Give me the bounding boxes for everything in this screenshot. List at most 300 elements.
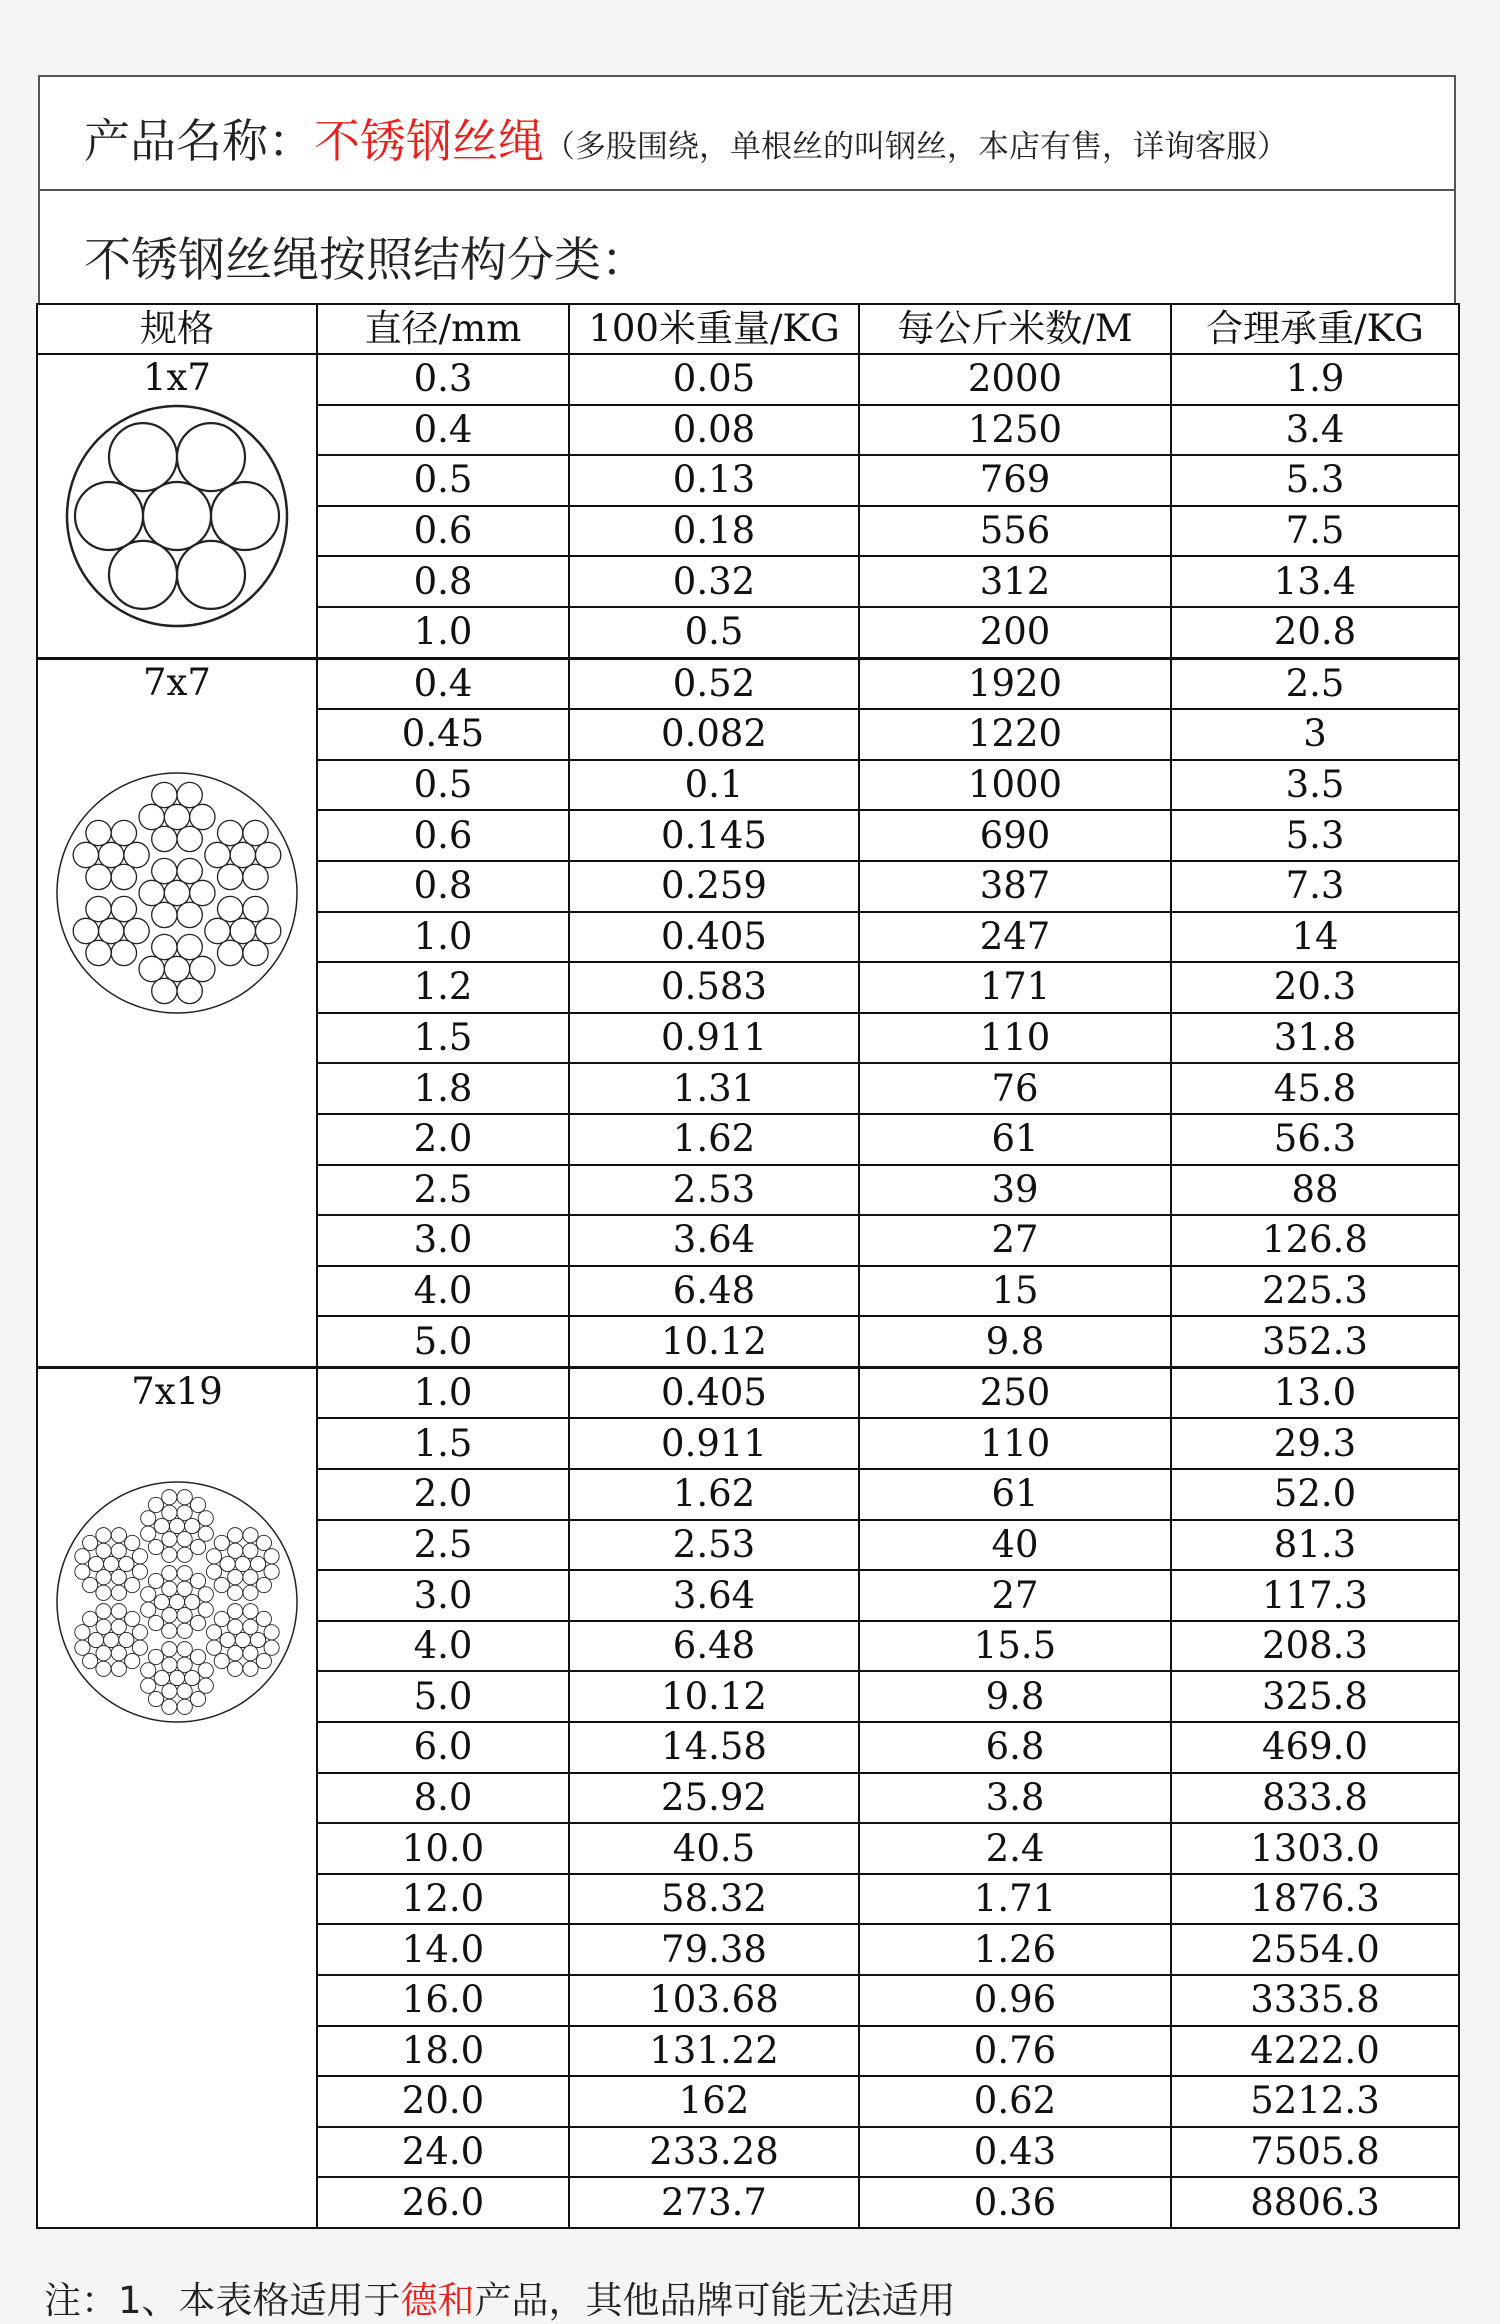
wire [177, 1607, 192, 1622]
diameter-cell: 2.5 [317, 1165, 569, 1216]
diameter-cell: 1.8 [317, 1063, 569, 1114]
meters-per-kg-cell: 387 [859, 861, 1171, 912]
wire [148, 1539, 163, 1554]
wire [111, 1543, 126, 1558]
meters-per-kg-cell: 3.8 [859, 1773, 1171, 1824]
wire [205, 918, 230, 943]
wire [177, 1581, 192, 1596]
wire [162, 1505, 177, 1520]
wire [256, 1535, 271, 1550]
category-title: 不锈钢丝绳按照结构分类： [84, 233, 648, 288]
diameter-cell: 3.0 [317, 1570, 569, 1621]
wire [111, 1603, 126, 1618]
meters-per-kg-cell: 39 [859, 1165, 1171, 1216]
meters-per-kg-cell: 1.71 [859, 1874, 1171, 1925]
wire [243, 1569, 258, 1584]
wire [169, 1518, 184, 1533]
wire [111, 1645, 126, 1660]
meters-per-kg-cell: 15 [859, 1266, 1171, 1317]
weight-cell: 162 [569, 2076, 859, 2127]
diameter-cell: 0.45 [317, 709, 569, 760]
wire [228, 1603, 243, 1618]
wire [220, 1632, 235, 1647]
wire [177, 423, 245, 491]
wire [132, 1640, 147, 1655]
diameter-cell: 0.6 [317, 506, 569, 557]
wire [162, 1547, 177, 1562]
weight-cell: 0.08 [569, 405, 859, 456]
meters-per-kg-cell: 200 [859, 607, 1171, 658]
weight-cell: 79.38 [569, 1924, 859, 1975]
meters-per-kg-cell: 1.26 [859, 1924, 1171, 1975]
wire [198, 1511, 213, 1526]
note-prefix: 注：1、本表格适用于 [44, 2279, 401, 2322]
wire [228, 1569, 243, 1584]
header-spec: 规格 [37, 304, 317, 354]
wire [96, 1603, 111, 1618]
load-cell: 56.3 [1171, 1114, 1459, 1165]
wire [185, 1670, 200, 1685]
wire [139, 804, 164, 829]
wire [228, 1619, 243, 1634]
wire [141, 1602, 156, 1617]
header-diameter: 直径/mm [317, 304, 569, 354]
weight-cell: 10.12 [569, 1316, 859, 1367]
wire [217, 864, 242, 889]
meters-per-kg-cell: 171 [859, 962, 1171, 1013]
load-cell: 1303.0 [1171, 1823, 1459, 1874]
weight-cell: 103.68 [569, 1975, 859, 2026]
wire [190, 1573, 205, 1588]
wire [162, 1683, 177, 1698]
load-cell: 5.3 [1171, 810, 1459, 861]
weight-cell: 14.58 [569, 1722, 859, 1773]
diameter-cell: 1.5 [317, 1418, 569, 1469]
wire [104, 1556, 119, 1571]
load-cell: 225.3 [1171, 1266, 1459, 1317]
meters-per-kg-cell: 1220 [859, 709, 1171, 760]
wire [190, 880, 215, 905]
wire [214, 1611, 229, 1626]
wire [75, 1549, 90, 1564]
meters-per-kg-cell: 690 [859, 810, 1171, 861]
wire [96, 1619, 111, 1634]
meters-per-kg-cell: 1250 [859, 405, 1171, 456]
load-cell: 81.3 [1171, 1520, 1459, 1571]
weight-cell: 233.28 [569, 2127, 859, 2178]
wire [148, 1691, 163, 1706]
wire [152, 978, 177, 1003]
diameter-cell: 0.6 [317, 810, 569, 861]
load-cell: 469.0 [1171, 1722, 1459, 1773]
wire [73, 842, 98, 867]
wire [88, 1556, 103, 1571]
weight-cell: 0.13 [569, 455, 859, 506]
wire [243, 1645, 258, 1660]
wire [125, 1611, 140, 1626]
wire [243, 940, 268, 965]
wire [88, 1632, 103, 1647]
wire [177, 1505, 192, 1520]
wire [243, 896, 268, 921]
wire [83, 1577, 98, 1592]
wire [99, 842, 124, 867]
diameter-cell: 5.0 [317, 1671, 569, 1722]
wire [132, 1549, 147, 1564]
wire [169, 1594, 184, 1609]
diameter-cell: 0.3 [317, 354, 569, 405]
wire [111, 864, 136, 889]
meters-per-kg-cell: 0.96 [859, 1975, 1171, 2026]
weight-cell: 2.53 [569, 1520, 859, 1571]
wire [250, 1556, 265, 1571]
wire [243, 1619, 258, 1634]
load-cell: 117.3 [1171, 1570, 1459, 1621]
wire [83, 1653, 98, 1668]
wire [185, 1518, 200, 1533]
wire [243, 820, 268, 845]
load-cell: 3335.8 [1171, 1975, 1459, 2026]
wire [198, 1663, 213, 1678]
diameter-cell: 16.0 [317, 1975, 569, 2026]
load-cell: 31.8 [1171, 1013, 1459, 1064]
wire [75, 1640, 90, 1655]
wire [75, 1564, 90, 1579]
diameter-cell: 4.0 [317, 1621, 569, 1672]
wire [75, 1625, 90, 1640]
product-note: （多股围绕，单根丝的叫钢丝，本店有售，详询客服） [544, 129, 1288, 165]
wire [154, 1518, 169, 1533]
load-cell: 352.3 [1171, 1316, 1459, 1367]
wire [111, 1569, 126, 1584]
meters-per-kg-cell: 9.8 [859, 1316, 1171, 1367]
wire [206, 1625, 221, 1640]
wire [243, 1527, 258, 1542]
load-cell: 20.3 [1171, 962, 1459, 1013]
weight-cell: 131.22 [569, 2026, 859, 2077]
load-cell: 2.5 [1171, 658, 1459, 709]
wire [214, 1535, 229, 1550]
header-meters-per-kg: 每公斤米数/M [859, 304, 1171, 354]
weight-cell: 0.911 [569, 1013, 859, 1064]
wire [230, 842, 255, 867]
wire [177, 978, 202, 1003]
wire [162, 1581, 177, 1596]
diameter-cell: 0.4 [317, 658, 569, 709]
wire [111, 896, 136, 921]
weight-cell: 2.53 [569, 1165, 859, 1216]
load-cell: 325.8 [1171, 1671, 1459, 1722]
meters-per-kg-cell: 1920 [859, 658, 1171, 709]
wire [190, 1649, 205, 1664]
weight-cell: 0.1 [569, 760, 859, 811]
wire [96, 1569, 111, 1584]
wire [177, 1531, 192, 1546]
wire [217, 820, 242, 845]
load-cell: 13.0 [1171, 1367, 1459, 1418]
meters-per-kg-cell: 27 [859, 1215, 1171, 1266]
wire [141, 1587, 156, 1602]
diameter-cell: 3.0 [317, 1215, 569, 1266]
wire [235, 1556, 250, 1571]
weight-cell: 3.64 [569, 1570, 859, 1621]
meters-per-kg-cell: 2000 [859, 354, 1171, 405]
note-brand: 德和 [400, 2279, 475, 2322]
wire [169, 1670, 184, 1685]
diameter-cell: 0.4 [317, 405, 569, 456]
wire [177, 1565, 192, 1580]
wire [86, 820, 111, 845]
load-cell: 7.5 [1171, 506, 1459, 557]
wire [185, 1594, 200, 1609]
diameter-cell: 2.0 [317, 1469, 569, 1520]
meters-per-kg-cell: 110 [859, 1418, 1171, 1469]
wire [111, 1661, 126, 1676]
wire [214, 1577, 229, 1592]
diameter-cell: 1.0 [317, 912, 569, 963]
wire [243, 1661, 258, 1676]
wire [83, 1535, 98, 1550]
wire [132, 1625, 147, 1640]
meters-per-kg-cell: 312 [859, 556, 1171, 607]
wire [235, 1632, 250, 1647]
wire [198, 1678, 213, 1693]
weight-cell: 0.52 [569, 658, 859, 709]
diameter-cell: 6.0 [317, 1722, 569, 1773]
diameter-cell: 26.0 [317, 2177, 569, 2228]
wire [154, 1594, 169, 1609]
meters-per-kg-cell: 61 [859, 1114, 1171, 1165]
load-cell: 126.8 [1171, 1215, 1459, 1266]
wire [264, 1625, 279, 1640]
wire [256, 1577, 271, 1592]
weight-cell: 6.48 [569, 1266, 859, 1317]
wire [104, 1632, 119, 1647]
wire [162, 1623, 177, 1638]
weight-cell: 6.48 [569, 1621, 859, 1672]
spec-cell [37, 1367, 317, 2228]
wire [148, 1573, 163, 1588]
wire [111, 1585, 126, 1600]
weight-cell: 273.7 [569, 2177, 859, 2228]
wire [228, 1543, 243, 1558]
wire [177, 541, 245, 609]
weight-cell: 3.64 [569, 1215, 859, 1266]
wire [190, 1691, 205, 1706]
meters-per-kg-cell: 247 [859, 912, 1171, 963]
wire [141, 1678, 156, 1693]
wire [152, 782, 177, 807]
load-cell: 20.8 [1171, 607, 1459, 658]
wire [96, 1645, 111, 1660]
weight-cell: 1.31 [569, 1063, 859, 1114]
wire [250, 1632, 265, 1647]
wire [152, 858, 177, 883]
wire [148, 1615, 163, 1630]
wire [162, 1531, 177, 1546]
rope-7x19-cross-section-icon [52, 1415, 302, 1727]
diameter-cell: 5.0 [317, 1316, 569, 1367]
wire [75, 482, 143, 550]
wire [109, 423, 177, 491]
wire [162, 1607, 177, 1622]
wire [111, 820, 136, 845]
category-title-row [38, 189, 1456, 304]
diameter-cell: 1.5 [317, 1013, 569, 1064]
product-name-row [38, 75, 1456, 189]
load-cell: 2554.0 [1171, 1924, 1459, 1975]
wire [86, 896, 111, 921]
wire [177, 1623, 192, 1638]
meters-per-kg-cell: 15.5 [859, 1621, 1171, 1672]
rope-7x7-cross-section-icon [52, 706, 302, 1018]
weight-cell: 25.92 [569, 1773, 859, 1824]
wire [256, 1653, 271, 1668]
wire [111, 1527, 126, 1542]
wire [198, 1602, 213, 1617]
wire [96, 1585, 111, 1600]
wire [190, 1539, 205, 1554]
wire [111, 940, 136, 965]
load-cell: 833.8 [1171, 1773, 1459, 1824]
wire [139, 880, 164, 905]
wire [243, 1585, 258, 1600]
meters-per-kg-cell: 0.36 [859, 2177, 1171, 2228]
wire [206, 1549, 221, 1564]
meters-per-kg-cell: 110 [859, 1013, 1171, 1064]
wire [243, 1603, 258, 1618]
wire [206, 1640, 221, 1655]
table-body [37, 354, 1459, 2228]
wire [177, 1489, 192, 1504]
weight-cell: 0.911 [569, 1418, 859, 1469]
spec-cell-content [38, 1369, 316, 1727]
wire [148, 1649, 163, 1664]
footer-note [44, 2270, 956, 2324]
wire [96, 1543, 111, 1558]
load-cell: 3 [1171, 709, 1459, 760]
weight-cell: 40.5 [569, 1823, 859, 1874]
meters-per-kg-cell: 556 [859, 506, 1171, 557]
wire [143, 482, 211, 550]
wire [124, 918, 149, 943]
product-name-line [84, 105, 1288, 171]
wire [177, 934, 202, 959]
diameter-cell: 12.0 [317, 1874, 569, 1925]
table-row [37, 658, 1459, 709]
table-row [37, 354, 1459, 405]
weight-cell: 0.145 [569, 810, 859, 861]
meters-per-kg-cell: 40 [859, 1520, 1171, 1571]
wire [211, 482, 279, 550]
diameter-cell: 2.5 [317, 1520, 569, 1571]
weight-cell: 0.05 [569, 354, 859, 405]
weight-cell: 0.583 [569, 962, 859, 1013]
wire [141, 1526, 156, 1541]
meters-per-kg-cell: 0.43 [859, 2127, 1171, 2178]
table-header-row [37, 304, 1459, 354]
wire [152, 826, 177, 851]
load-cell: 7.3 [1171, 861, 1459, 912]
wire [148, 1497, 163, 1512]
diameter-cell: 10.0 [317, 1823, 569, 1874]
wire [198, 1587, 213, 1602]
wire [86, 940, 111, 965]
wire [256, 1611, 271, 1626]
wire [164, 880, 189, 905]
meters-per-kg-cell: 27 [859, 1570, 1171, 1621]
wire [190, 804, 215, 829]
weight-cell: 0.405 [569, 1367, 859, 1418]
wire [119, 1556, 134, 1571]
wire [255, 918, 280, 943]
load-cell: 208.3 [1171, 1621, 1459, 1672]
load-cell: 88 [1171, 1165, 1459, 1216]
wire [177, 1641, 192, 1656]
wire [177, 1699, 192, 1714]
header-load: 合理承重/KG [1171, 304, 1459, 354]
wire [96, 1661, 111, 1676]
wire [198, 1526, 213, 1541]
diameter-cell: 20.0 [317, 2076, 569, 2127]
diameter-cell: 24.0 [317, 2127, 569, 2178]
wire [264, 1640, 279, 1655]
load-cell: 7505.8 [1171, 2127, 1459, 2178]
wire [125, 1653, 140, 1668]
load-cell: 45.8 [1171, 1063, 1459, 1114]
wire [206, 1564, 221, 1579]
wire [177, 1657, 192, 1672]
wire [228, 1585, 243, 1600]
load-cell: 5.3 [1171, 455, 1459, 506]
load-cell: 52.0 [1171, 1469, 1459, 1520]
weight-cell: 1.62 [569, 1469, 859, 1520]
wire [228, 1645, 243, 1660]
meters-per-kg-cell: 769 [859, 455, 1171, 506]
weight-cell: 58.32 [569, 1874, 859, 1925]
wire [162, 1565, 177, 1580]
load-cell: 1.9 [1171, 354, 1459, 405]
meters-per-kg-cell: 0.62 [859, 2076, 1171, 2127]
wire [164, 956, 189, 981]
load-cell: 14 [1171, 912, 1459, 963]
wire [132, 1564, 147, 1579]
diameter-cell: 1.2 [317, 962, 569, 1013]
diameter-cell: 14.0 [317, 1924, 569, 1975]
diameter-cell: 0.8 [317, 556, 569, 607]
diameter-cell: 4.0 [317, 1266, 569, 1317]
wire [152, 934, 177, 959]
meters-per-kg-cell: 9.8 [859, 1671, 1171, 1722]
header-weight: 100米重量/KG [569, 304, 859, 354]
wire [162, 1699, 177, 1714]
weight-cell: 1.62 [569, 1114, 859, 1165]
meters-per-kg-cell: 1000 [859, 760, 1171, 811]
wire [264, 1564, 279, 1579]
wire [243, 864, 268, 889]
spec-cell [37, 658, 317, 1367]
wire [190, 1497, 205, 1512]
wire [162, 1657, 177, 1672]
weight-cell: 0.405 [569, 912, 859, 963]
load-cell: 3.5 [1171, 760, 1459, 811]
wire [177, 858, 202, 883]
diameter-cell: 0.5 [317, 455, 569, 506]
wire [228, 1527, 243, 1542]
wire [162, 1641, 177, 1656]
wire [255, 842, 280, 867]
wire [177, 1547, 192, 1562]
